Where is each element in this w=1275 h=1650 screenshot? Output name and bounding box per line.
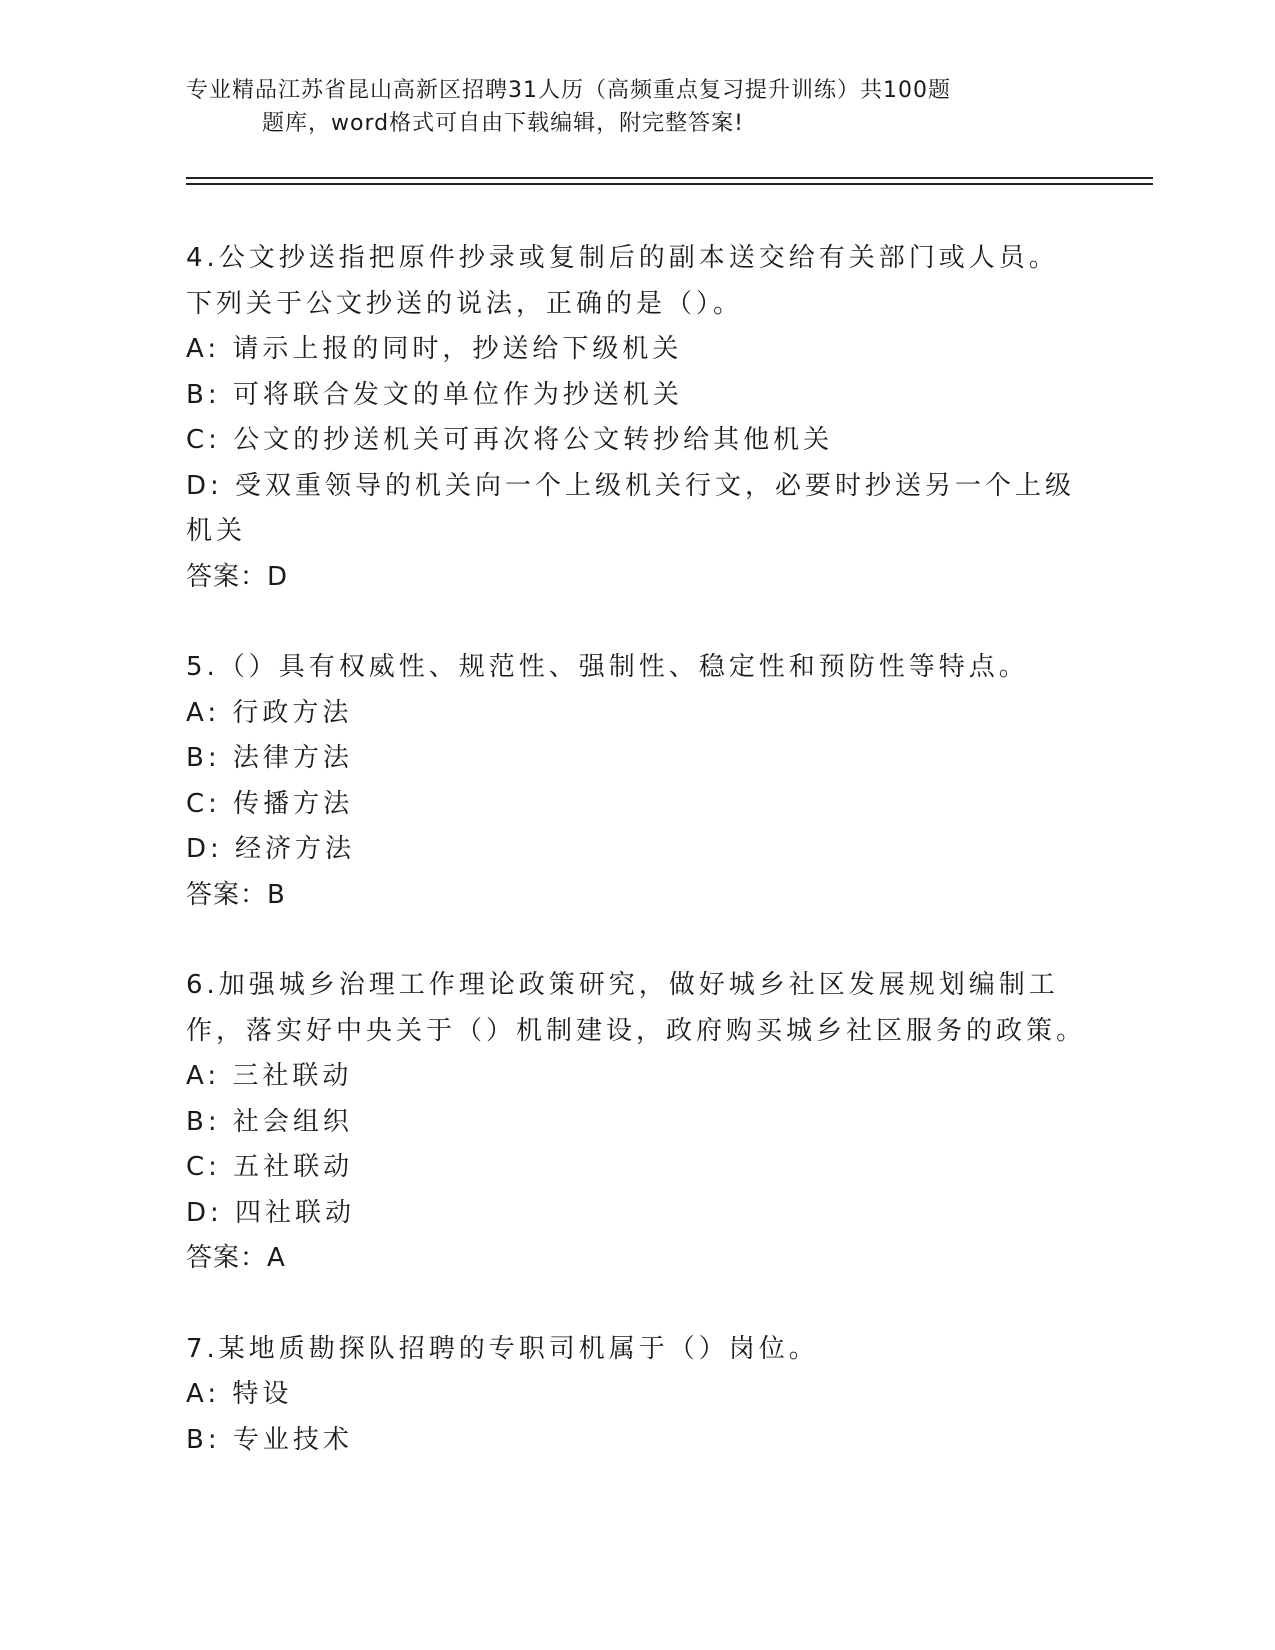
document-title-line-1: 专业精品江苏省昆山高新区招聘31人历（高频重点复习提升训练）共100题	[186, 78, 951, 103]
option-b: B: 法律方法	[186, 743, 353, 773]
option-a: A: 请示上报的同时，抄送给下级机关	[186, 334, 683, 364]
question-4	[186, 236, 1086, 600]
document-header	[186, 74, 1066, 140]
header-divider-bottom	[186, 183, 1153, 185]
option-c: C: 传播方法	[186, 788, 354, 819]
option-b: B: 专业技术	[186, 1424, 353, 1455]
question-7	[186, 1327, 1086, 1464]
question-stem: 5.（）具有权威性、规范性、强制性、稳定性和预防性等特点。	[186, 652, 1029, 682]
option-d: D: 四社联动	[186, 1197, 356, 1228]
option-b: B: 可将联合发文的单位作为抄送机关	[186, 379, 683, 410]
option-a: A: 三社联动	[186, 1061, 353, 1091]
option-d: D: 受双重领导的机关向一个上级机关行文，必要时抄送另一个上级机关	[186, 470, 1076, 546]
question-stem: 4.公文抄送指把原件抄录或复制后的副本送交给有关部门或人员。下列关于公文抄送的说法，正确的是（）。	[186, 243, 1059, 319]
option-a: A: 特设	[186, 1379, 293, 1409]
option-b: B: 社会组织	[186, 1106, 353, 1137]
question-stem: 6.加强城乡治理工作理论政策研究，做好城乡社区发展规划编制工作，落实好中央关于（）机制建设，政府购买城乡社区服务的政策。	[186, 970, 1087, 1046]
answer-line: 答案：D	[186, 561, 289, 592]
answer-line: 答案：A	[186, 1243, 286, 1273]
question-6	[186, 963, 1086, 1282]
answer-line: 答案：B	[186, 879, 286, 910]
question-stem: 7.某地质勘探队招聘的专职司机属于（）岗位。	[186, 1333, 819, 1364]
option-c: C: 五社联动	[186, 1152, 354, 1182]
option-c: C: 公文的抄送机关可再次将公文转抄给其他机关	[186, 425, 834, 455]
question-5	[186, 645, 1086, 918]
document-title-line-2: 题库，word格式可自由下载编辑，附完整答案!	[262, 111, 744, 136]
header-divider-top	[186, 177, 1153, 179]
option-a: A: 行政方法	[186, 697, 353, 728]
question-list	[186, 236, 1086, 1508]
option-d: D: 经济方法	[186, 834, 356, 864]
